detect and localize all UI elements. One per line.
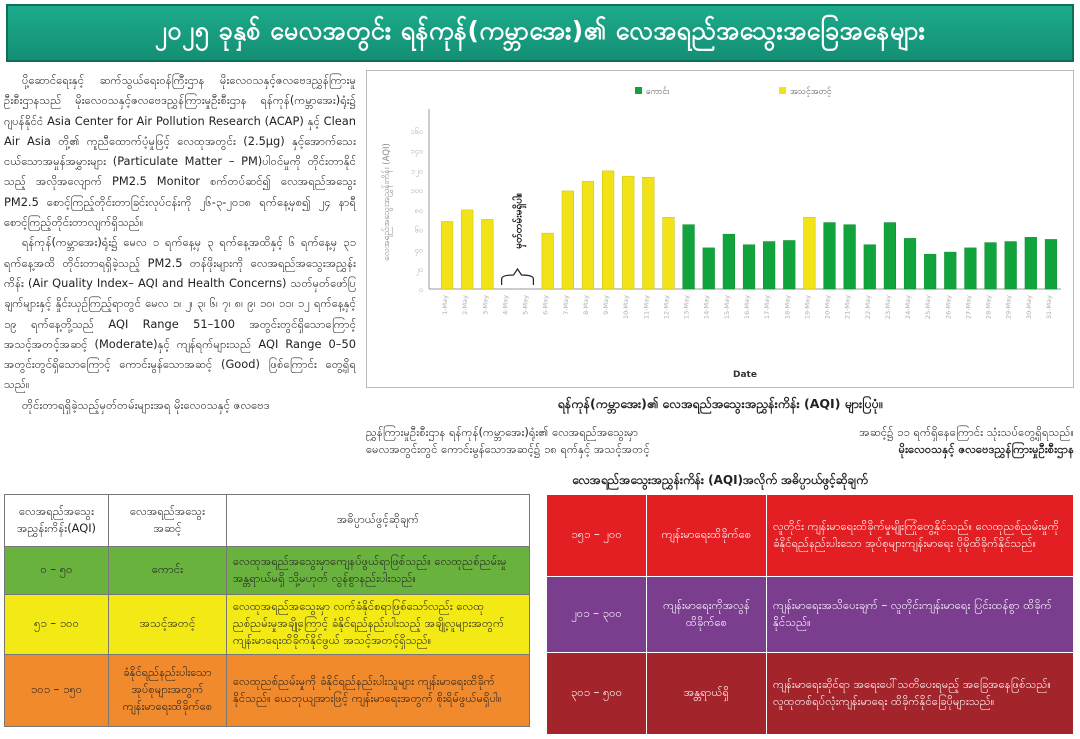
y-tick-label: ၄၀ (414, 245, 423, 255)
x-axis-label: Date (733, 370, 757, 380)
y-axis-label: လေအရည်အသွေးအညွှန်းကိန်း (AQI) (382, 143, 392, 261)
banner-title: ၂၀၂၅ ခုနှစ် မေလအတွင်း ရန်ကုန်(ကမ္ဘာအေး)၏ လေအရည်အသွေးအခြေအနေများ (154, 15, 926, 45)
bar (884, 223, 896, 289)
aqi-right-range: ၁၅၁ – ၂၀၀ (547, 495, 647, 577)
bar (944, 252, 956, 289)
x-tick-label: 1-May (441, 295, 450, 315)
article-body (4, 70, 356, 415)
aqi-right-row (547, 653, 1074, 735)
x-tick-label: 19-May (803, 295, 812, 320)
y-tick-label: ၁၆၀ (410, 126, 423, 136)
y-tick-label: ၁၄၀ (410, 146, 423, 156)
header-level: လေအရည်အသွေး အဆင့် (109, 495, 227, 547)
x-tick-label: 15-May (722, 295, 731, 320)
x-tick-label: 30-May (1024, 295, 1033, 320)
x-tick-label: 14-May (702, 295, 711, 320)
summary-line-2-left: မေလအတွင်းတွင် ကောင်းမွန်သောအဆင့်၌ ၁၈ ရက်နှင့် အသင့်အတင့် (366, 442, 650, 456)
aqi-right-range: ၃၀၁ – ၅၀၀ (547, 653, 647, 735)
aqi-chart-svg (367, 71, 1073, 387)
x-tick-label: 21-May (843, 295, 852, 320)
y-tick-label: ၆၀ (414, 225, 423, 235)
aqi-right-meaning: ကျန်းမာရေးဆိုင်ရာ အရေးပေါ်သတိပေးရမည့် အခြေအနေဖြစ်သည်။ လူထုတစ်ရပ်လုံးကျန်းမာရေး ထိခိုက်နိုင်ခြေပိုများသည်။ (767, 653, 1074, 735)
legend-label: ကောင်း (646, 87, 670, 97)
bar (804, 217, 816, 289)
article-paragraph-2: ရန်ကုန်(ကမ္ဘာအေး)ရုံး၌ မေလ ၁ ရက်နေ့မှ ၃ ရက်နေ့အထိနှင့် ၆ ရက်နေ့မှ ၃၁ ရက်နေ့အထိ တိုင်းတာရရှိခဲ့သည့် PM2.5 တန်ဖိုးများကို လေအရည်အသွေးအညွှန်းကိန်း (Air Quality Index– AQI and Health Concerns) သတ်မှတ်ဖော်ပြချက်များနှင့် နှိုင်းယှဉ်ကြည့်ရာတွင် မေလ ၁၊ ၂၊ ၃၊ ၆၊ ၇၊ ၈၊ ၉၊ ၁၀၊ ၁၁၊ ၁၂ ရက်နေ့နှင့် ၁၉ ရက်နေ့တို့သည် AQI Range 51–100 အတွင်းတွင်ရှိသောကြောင့် အသင့်အတင့်အဆင့် (Moderate)နှင့် ကျန်ရက်များသည် AQI Range 0–50 အတွင်းတွင်ရှိသောကြောင့် ကောင်းမွန်သောအဆင့် (Good) ဖြစ်ကြောင်း တွေ့ရှိရသည်။ (4, 235, 356, 392)
bar (562, 191, 574, 289)
summary-text (366, 424, 1074, 458)
x-tick-label: 2-May (461, 295, 470, 315)
bar (763, 242, 775, 289)
legend-swatch (635, 87, 642, 94)
bar (481, 219, 493, 289)
bar (542, 233, 554, 289)
bar (663, 217, 675, 289)
chart-caption: ရန်ကုန်(ကမ္ဘာအေး)၏ လေအရည်အသွေးအညွှန်းကိန်း (AQI) များပြပုံ။ (557, 396, 883, 411)
bar (844, 225, 856, 289)
aqi-left-row (5, 595, 530, 655)
bar (683, 225, 695, 289)
page-banner (6, 4, 1074, 62)
bar (1045, 239, 1057, 289)
y-tick-label: ၀ (418, 285, 423, 294)
header-meaning: အဓိပ္ပာယ်ဖွင့်ဆိုချက် (227, 495, 530, 547)
bar (723, 234, 735, 289)
aqi-right-row (547, 577, 1074, 653)
aqi-right-meaning: လူတိုင်း ကျန်းမာရေးထိခိုက်မှုမျိုးကြုံတွေ့နိုင်သည်။ လေထုညစ်ညမ်းမှုကို ခံနိုင်ရည်နည်းပါးသော အုပ်စုများကျန်းမာရေး ပိုမိုထိခိုက်နိုင်သည်။ (767, 495, 1074, 577)
bar (602, 171, 614, 289)
bar (965, 248, 977, 289)
y-tick-label: ၈၀ (414, 205, 423, 215)
x-tick-label: 28-May (984, 295, 993, 320)
table-header-row (5, 495, 530, 547)
table-title: လေအရည်အသွေးအညွှန်းကိန်း (AQI)အလိုက် အဓိပ္ပာယ်ဖွင့်ဆိုချက် (572, 473, 868, 487)
aqi-table-left (4, 494, 530, 727)
x-tick-label: 27-May (964, 295, 973, 320)
bar (924, 254, 936, 289)
aqi-right-row (547, 495, 1074, 577)
article-paragraph-3: တိုင်းတာရရှိခဲ့သည့်မှတ်တမ်းများအရ မိုးလေဝသနှင့် ဇလဗေဒ (22, 397, 270, 412)
summary-line-1-right: အဆင့်၌ ၁၁ ရက်ရှိနေကြောင်း သုံးသပ်တွေ့ရှိရသည်။ (859, 425, 1074, 439)
x-tick-label: 3-May (481, 295, 490, 315)
signature: မိုးလေဝသနှင့် ဇလဗေဒညွှန်ကြားမှုဦးစီးဌာန (898, 442, 1074, 456)
x-tick-label: 16-May (743, 295, 751, 320)
x-tick-label: 17-May (763, 295, 772, 320)
y-tick-label: ၂၀ (415, 265, 423, 275)
aqi-chart (366, 70, 1074, 388)
x-tick-label: 23-May (883, 295, 892, 320)
bar (783, 240, 795, 289)
legend-swatch (779, 87, 786, 94)
article-paragraph-1: ပို့ဆောင်ရေးနှင့် ဆက်သွယ်ရေးဝန်ကြီးဌာန မိုးလေဝသနှင့်ဇလဗေဒညွှန်ကြားမှုဦးစီးဌာနသည် မိုးလေဝသနှင့်ဇလဗေဒညွှန်ကြားမှုဦးစီးဌာန ရန်ကုန်(ကမ္ဘာအေး)ရုံး၌ ဂျပန်နိုင်ငံ Asia Center for Air Pollution Research (ACAP) နှင့် Clean Air Asia တို့၏ ကူညီထောက်ပံ့မှုဖြင့် လေထုအတွင်း (2.5μg) နှင့်အောက်သေးငယ်သောအမှုန်အမွှားများ (Particulate Matter – PM)ပါဝင်မှုကို တိုင်းတာနိုင်သည့် အလိုအလျောက် PM2.5 Monitor စက်တပ်ဆင်၍ လေအရည်အသွေး PM2.5 စောင့်ကြည့်တိုင်းတာခြင်းလုပ်ငန်းကို ၂၆-၃-၂၀၁၈ ရက်နေ့မှစ၍ ၂၄ နာရီ စောင့်ကြည့်တိုင်းတာလျက်ရှိသည်။ (4, 73, 356, 230)
x-tick-label: 25-May (924, 295, 933, 320)
x-tick-label: 13-May (682, 295, 691, 320)
bar (441, 222, 453, 289)
x-tick-label: 8-May (581, 295, 590, 315)
y-tick-label: ၁၂၀ (410, 166, 423, 176)
x-tick-label: 7-May (561, 295, 570, 315)
missing-data-label: မှတ်တမ်းမရှိပါ။ (513, 193, 525, 249)
x-tick-label: 11-May (642, 295, 651, 320)
aqi-left-row (5, 655, 530, 727)
x-tick-label: 18-May (783, 295, 792, 320)
summary-line-1-left: ညွှန်ကြားမှုဦးစီးဌာန ရန်ကုန်(ကမ္ဘာအေး)ရုံး၏ လေအရည်အသွေးမှာ (366, 425, 639, 439)
x-tick-label: 26-May (944, 295, 953, 320)
aqi-right-level: အန္တရာယ်ရှိ (647, 653, 767, 735)
x-tick-label: 5-May (521, 295, 530, 315)
header-aqi: လေအရည်အသွေး အညွှန်းကိန်း(AQI) (5, 495, 109, 547)
bar (904, 238, 916, 289)
aqi-left-meaning: လေထုအရည်အသွေးမှာကျေနပ်ဖွယ်ရာဖြစ်သည်။ လေထုညစ်ညမ်းမှုအန္တရာယ်မရှိ သို့မဟုတ် လွန်စွာနည်းပါးသည်။ (227, 547, 530, 595)
bar (824, 223, 836, 289)
x-tick-label: 10-May (622, 295, 631, 320)
bar (643, 177, 655, 289)
x-tick-label: 31-May (1044, 295, 1053, 320)
aqi-left-range: ၅၁ – ၁၀၀ (5, 595, 109, 655)
bar (1005, 242, 1017, 289)
bar (582, 181, 594, 289)
x-tick-label: 29-May (1004, 295, 1013, 320)
bar (985, 243, 997, 289)
bar (622, 176, 634, 289)
aqi-left-row (5, 547, 530, 595)
aqi-left-level: ကောင်း (109, 547, 227, 595)
aqi-table-right (546, 494, 1074, 735)
aqi-right-level: ကျန်းမာရေးကိုအလွန် ထိခိုက်စေ (647, 577, 767, 653)
x-tick-label: 22-May (863, 294, 872, 320)
aqi-left-range: ၁၀၁ – ၁၅၀ (5, 655, 109, 727)
aqi-left-level: ခံနိုင်ရည်နည်းပါးသော အုပ်စုများအတွက် ကျန်းမာရေးထိခိုက်စေ (109, 655, 227, 727)
x-tick-label: 4-May (501, 295, 510, 315)
aqi-right-level: ကျန်းမာရေးထိခိုက်စေ (647, 495, 767, 577)
x-tick-label: 20-May (823, 295, 832, 320)
aqi-right-range: ၂၀၁ – ၃၀၀ (547, 577, 647, 653)
aqi-right-meaning: ကျန်းမာရေးအသိပေးချက် – လူတိုင်းကျန်းမာရေး ပြင်းထန်စွာ ထိခိုက်နိုင်သည်။ (767, 577, 1074, 653)
bar (1025, 237, 1037, 289)
aqi-left-range: ၀ – ၅၀ (5, 547, 109, 595)
aqi-left-meaning: လေထုညစ်ညမ်းမှုကို ခံနိုင်ရည်နည်းပါးသူများ ကျန်းမာရေးထိခိုက်နိုင်သည်။ ယေဘုယျအားဖြင့် ကျန်းမာရေးအတွက် စိုးရိမ်ဖွယ်မရှိပါ။ (227, 655, 530, 727)
y-tick-label: ၁၀၀ (410, 186, 423, 196)
bar (461, 210, 473, 289)
x-tick-label: 12-May (662, 295, 671, 320)
bar (703, 248, 715, 289)
x-tick-label: 24-May (904, 295, 913, 320)
bar (743, 245, 755, 289)
x-tick-label: 9-May (602, 295, 611, 315)
aqi-left-meaning: လေထုအရည်အသွေးမှာ လက်ခံနိုင်စရာဖြစ်သော်လည်း လေထုညစ်ညမ်းမှုအချို့ကြောင့် ခံနိုင်ရည်နည်းပါးသည့် အချို့လူများအတွက် ကျန်းမာရေးထိခိုက်နိုင်ဖွယ် အသင့်အတင့်ရှိသည်။ (227, 595, 530, 655)
bar (864, 245, 876, 289)
aqi-left-level: အသင့်အတင့် (109, 595, 227, 655)
x-tick-label: 6-May (541, 295, 550, 315)
legend-label: အသင့်အတင့် (790, 87, 832, 97)
missing-data-brace (502, 269, 534, 285)
